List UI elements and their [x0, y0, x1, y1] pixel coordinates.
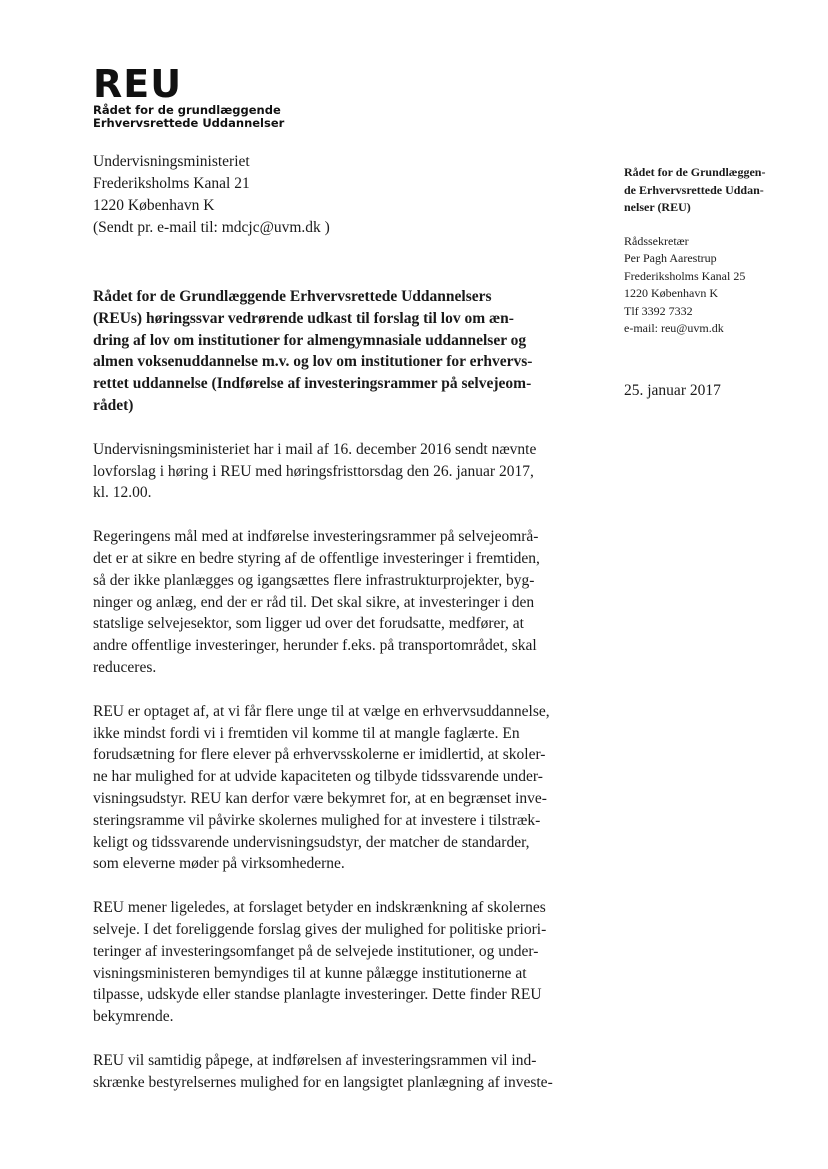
- paragraph: [93, 897, 573, 1028]
- paragraph-line: reduceres.: [93, 658, 157, 676]
- sender-contact-line: Tlf 3392 7332: [624, 303, 693, 318]
- paragraph-line: REU mener ligeledes, at forslaget betyder en indskrænkning af skolernes: [93, 899, 546, 917]
- paragraph-line: keligt og tidssvarende undervisningsudstyr, der matcher de standarder,: [93, 833, 530, 851]
- paragraph-line: statslige selvejesektor, som ligger ud over det forudsatte, medfører, at: [93, 615, 524, 633]
- sender-contact-line: Per Pagh Aarestrup: [624, 251, 717, 265]
- logo-title: REU: [93, 62, 183, 106]
- paragraph: [93, 701, 573, 875]
- paragraph-line: visningsministeren bemyndiges til at kunne pålægge institutionerne at: [93, 964, 527, 982]
- paragraph-line: som eleverne møder på virksomhederne.: [93, 855, 345, 873]
- paragraph-line: andre offentlige investeringer, herunder f.eks. på transportområdet, skal: [93, 637, 537, 655]
- sender-sidebar: [624, 164, 804, 338]
- address-line: (Sendt pr. e-mail til: mdcjc@uvm.dk ): [93, 219, 330, 236]
- heading-line: rådet): [93, 396, 134, 414]
- sidebar-spacer: [624, 217, 804, 233]
- heading-line: dring af lov om institutioner for almengymnasiale uddannelser og: [93, 331, 527, 349]
- paragraph-line: ikke mindst fordi vi i fremtiden vil komme til at mangle faglærte. En: [93, 724, 520, 742]
- heading-line: (REUs) høringssvar vedrørende udkast til forslag til lov om æn-: [93, 309, 514, 327]
- sender-org-line: Rådet for de Grundlæggen-: [624, 165, 766, 179]
- paragraph-line: Regeringens mål med at indførelse investeringsrammer på selvejeområ-: [93, 528, 539, 546]
- sender-contact-line: 1220 København K: [624, 286, 718, 300]
- paragraph-line: forudsætning for flere elever på erhvervsskolerne er imidlertid, at skoler-: [93, 746, 546, 764]
- paragraph: [93, 526, 573, 679]
- sender-org-line: de Erhvervsrettede Uddan-: [624, 182, 764, 197]
- paragraph-line: så der ikke planlægges og igangsættes flere infrastrukturprojekter, byg-: [93, 571, 535, 589]
- paragraph-line: teringer af investeringsomfanget på de selvejede institutioner, og under-: [93, 942, 539, 960]
- letter-date: 25. januar 2017: [624, 382, 721, 399]
- paragraph: [93, 1050, 573, 1094]
- sender-contact-line: Frederiksholms Kanal 25: [624, 268, 746, 283]
- paragraph-line: tilpasse, udskyde eller standse planlagte investeringer. Dette finder REU: [93, 986, 542, 1004]
- logo-subtitle-line-2: Erhvervsrettede Uddannelser: [93, 116, 285, 130]
- letter-body: [93, 286, 573, 1116]
- sender-contact-line: e-mail: reu@uvm.dk: [624, 321, 724, 335]
- paragraph-line: bekymrende.: [93, 1008, 174, 1026]
- heading-line: Rådet for de Grundlæggende Erhvervsrettede Uddannelsers: [93, 288, 492, 305]
- address-line: Frederiksholms Kanal 21: [93, 175, 250, 192]
- paragraph-line: det er at sikre en bedre styring af de offentlige investeringer i fremtiden,: [93, 549, 540, 567]
- paragraph-line: Undervisningsministeriet har i mail af 16. december 2016 sendt nævnte: [93, 440, 537, 458]
- paragraph: [93, 439, 573, 504]
- paragraph-line: visningsudstyr. REU kan derfor være bekymret for, at en begrænset inve-: [93, 789, 547, 807]
- sender-org-line: nelser (REU): [624, 200, 691, 214]
- paragraph-line: REU er optaget af, at vi får flere unge til at vælge en erhvervsuddannelse,: [93, 702, 550, 720]
- sender-contact-line: Rådssekretær: [624, 233, 689, 248]
- reu-logo: [93, 64, 284, 130]
- paragraph-line: skrænke bestyrelsernes mulighed for en langsigtet planlægning af investe-: [93, 1073, 553, 1091]
- address-line: Undervisningsministeriet: [93, 153, 250, 170]
- heading-line: rettet uddannelse (Indførelse af investeringsrammer på selvejeom-: [93, 375, 532, 393]
- recipient-address: [93, 151, 330, 239]
- paragraph-line: ne har mulighed for at udvide kapaciteten og tilbyde tidssvarende under-: [93, 768, 543, 786]
- paragraph-line: kl. 12.00.: [93, 484, 152, 502]
- paragraph-line: REU vil samtidig påpege, at indførelsen af investeringsrammen vil ind-: [93, 1051, 537, 1069]
- paragraph-line: selveje. I det foreliggende forslag gives der mulighed for politiske priori-: [93, 920, 547, 938]
- address-line: 1220 København K: [93, 197, 215, 214]
- paragraph-line: lovforslag i høring i REU med høringsfristtorsdag den 26. januar 2017,: [93, 462, 534, 480]
- letter-heading: [93, 286, 573, 417]
- logo-subtitle-line-1: Rådet for de grundlæggende: [93, 103, 281, 117]
- paragraph-line: steringsramme vil påvirke skolernes mulighed for at investere i tilstræk-: [93, 811, 541, 829]
- paragraph-line: ninger og anlæg, end der er råd til. Det skal sikre, at investeringer i den: [93, 593, 535, 611]
- heading-line: almen voksenuddannelse m.v. og lov om institutioner for erhvervs-: [93, 353, 533, 371]
